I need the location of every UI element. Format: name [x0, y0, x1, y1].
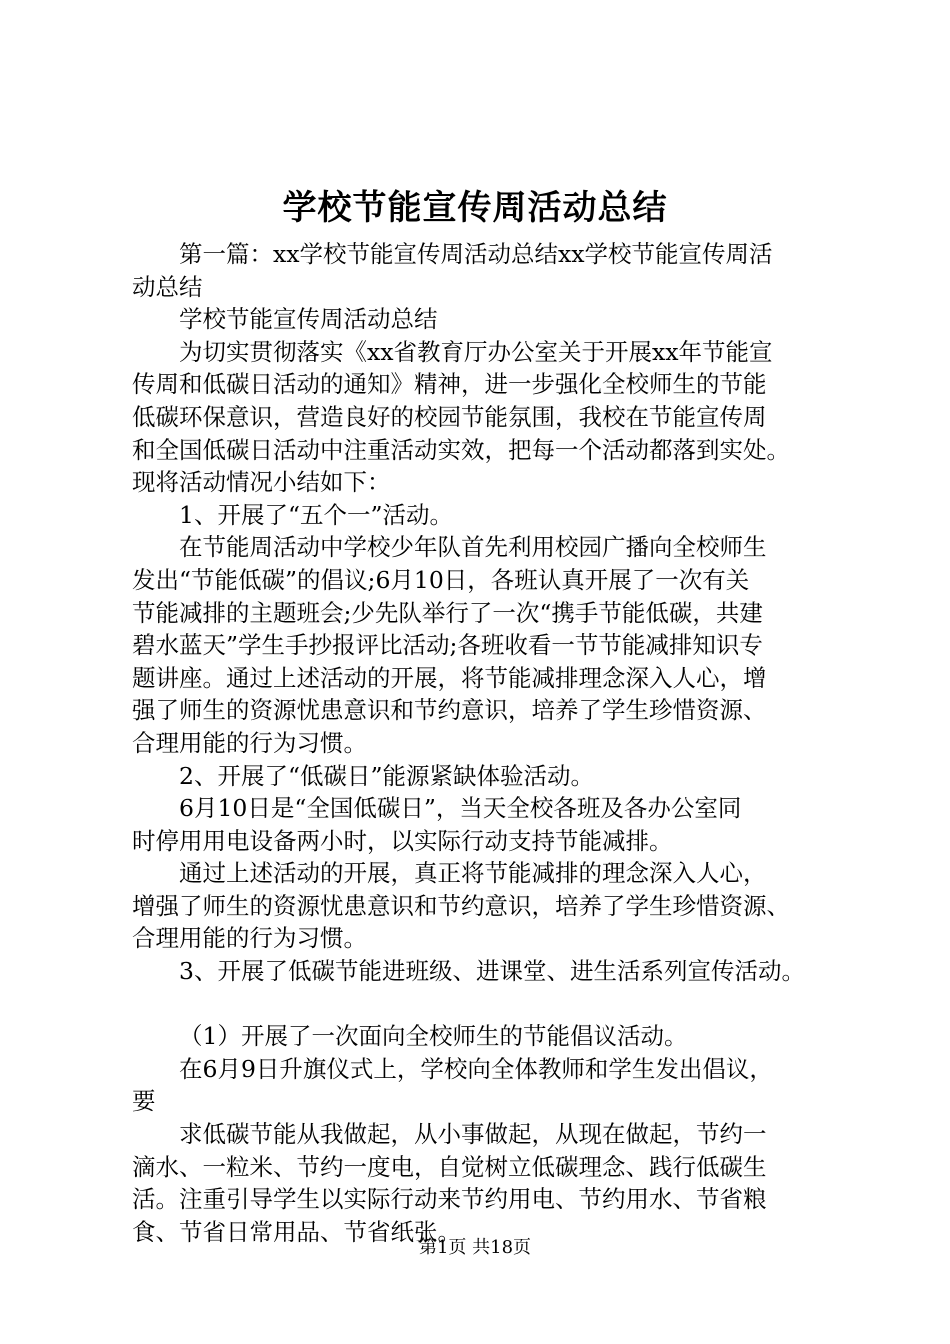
- paragraph-line: 滴水、一粒米、节约一度电，自觉树立低碳理念、践行低碳生: [132, 1152, 767, 1181]
- paragraph-line: 通过上述活动的开展，真正将节能减排的理念深入人心，: [179, 859, 767, 888]
- paragraph-line: 3、开展了低碳节能进班级、进课堂、进生活系列宣传活动。: [179, 957, 805, 986]
- paragraph-line: 节能减排的主题班会;少先队举行了一次“携手节能低碳，共建: [132, 598, 763, 627]
- paragraph-line: 题讲座。通过上述活动的开展，将节能减排理念深入人心，增: [132, 663, 767, 692]
- paragraph-line: 要: [132, 1087, 156, 1116]
- paragraph-line: 增强了师生的资源忧患意识和节约意识，培养了学生珍惜资源、: [132, 891, 790, 920]
- paragraph-line: 碧水蓝天”学生手抄报评比活动;各班收看一节节能减排知识专: [132, 631, 763, 660]
- paragraph-line: 2、开展了“低碳日”能源紧缺体验活动。: [179, 761, 594, 790]
- paragraph-line: 现将活动情况小结如下：: [132, 468, 391, 497]
- paragraph-gap: [132, 988, 852, 1021]
- paragraph-line: 学校节能宣传周活动总结: [179, 305, 438, 334]
- paragraph-line: （1）开展了一次面向全校师生的节能倡议活动。: [179, 1022, 688, 1051]
- paragraph-line: 强了师生的资源忧患意识和节约意识，培养了学生珍惜资源、: [132, 696, 767, 725]
- paragraph-line: 第一篇：xx学校节能宣传周活动总结xx学校节能宣传周活: [179, 240, 773, 268]
- paragraph-line: 低碳环保意识，营造良好的校园节能氛围，我校在节能宣传周: [132, 402, 767, 431]
- page-footer: 第1页 共18页: [418, 1237, 532, 1258]
- document-title: 学校节能宣传周活动总结: [282, 188, 668, 228]
- paragraph-line: 时停用用电设备两小时，以实际行动支持节能减排。: [132, 826, 673, 855]
- paragraph-line: 为切实贯彻落实《xx省教育厅办公室关于开展xx年节能宣: [179, 337, 773, 366]
- paragraph-line: 动总结: [132, 272, 203, 301]
- paragraph-line: 发出“节能低碳”的倡议;6月10日，各班认真开展了一次有关: [132, 565, 750, 594]
- paragraph-line: 合理用能的行为习惯。: [132, 924, 367, 953]
- paragraph-line: 1、开展了“五个一”活动。: [179, 500, 453, 529]
- document-body: [132, 238, 852, 1248]
- paragraph-line: 和全国低碳日活动中注重活动实效，把每一个活动都落到实处。: [132, 435, 790, 464]
- paragraph-line: 在节能周活动中学校少年队首先利用校园广播向全校师生: [179, 533, 767, 562]
- paragraph-line: 活。注重引导学生以实际行动来节约用电、节约用水、节省粮: [132, 1185, 767, 1214]
- paragraph-line: 在6月9日升旗仪式上，学校向全体教师和学生发出倡议，: [179, 1054, 773, 1083]
- paragraph-line: 传周和低碳日活动的通知》精神，进一步强化全校师生的节能: [132, 370, 767, 399]
- paragraph-line: 6月10日是“全国低碳日”，当天全校各班及各办公室同: [179, 794, 742, 823]
- paragraph-line: 食、节省日常用品、节省纸张。: [132, 1217, 461, 1246]
- paragraph-line: 求低碳节能从我做起，从小事做起，从现在做起，节约一: [179, 1120, 767, 1149]
- paragraph-line: 合理用能的行为习惯。: [132, 728, 367, 757]
